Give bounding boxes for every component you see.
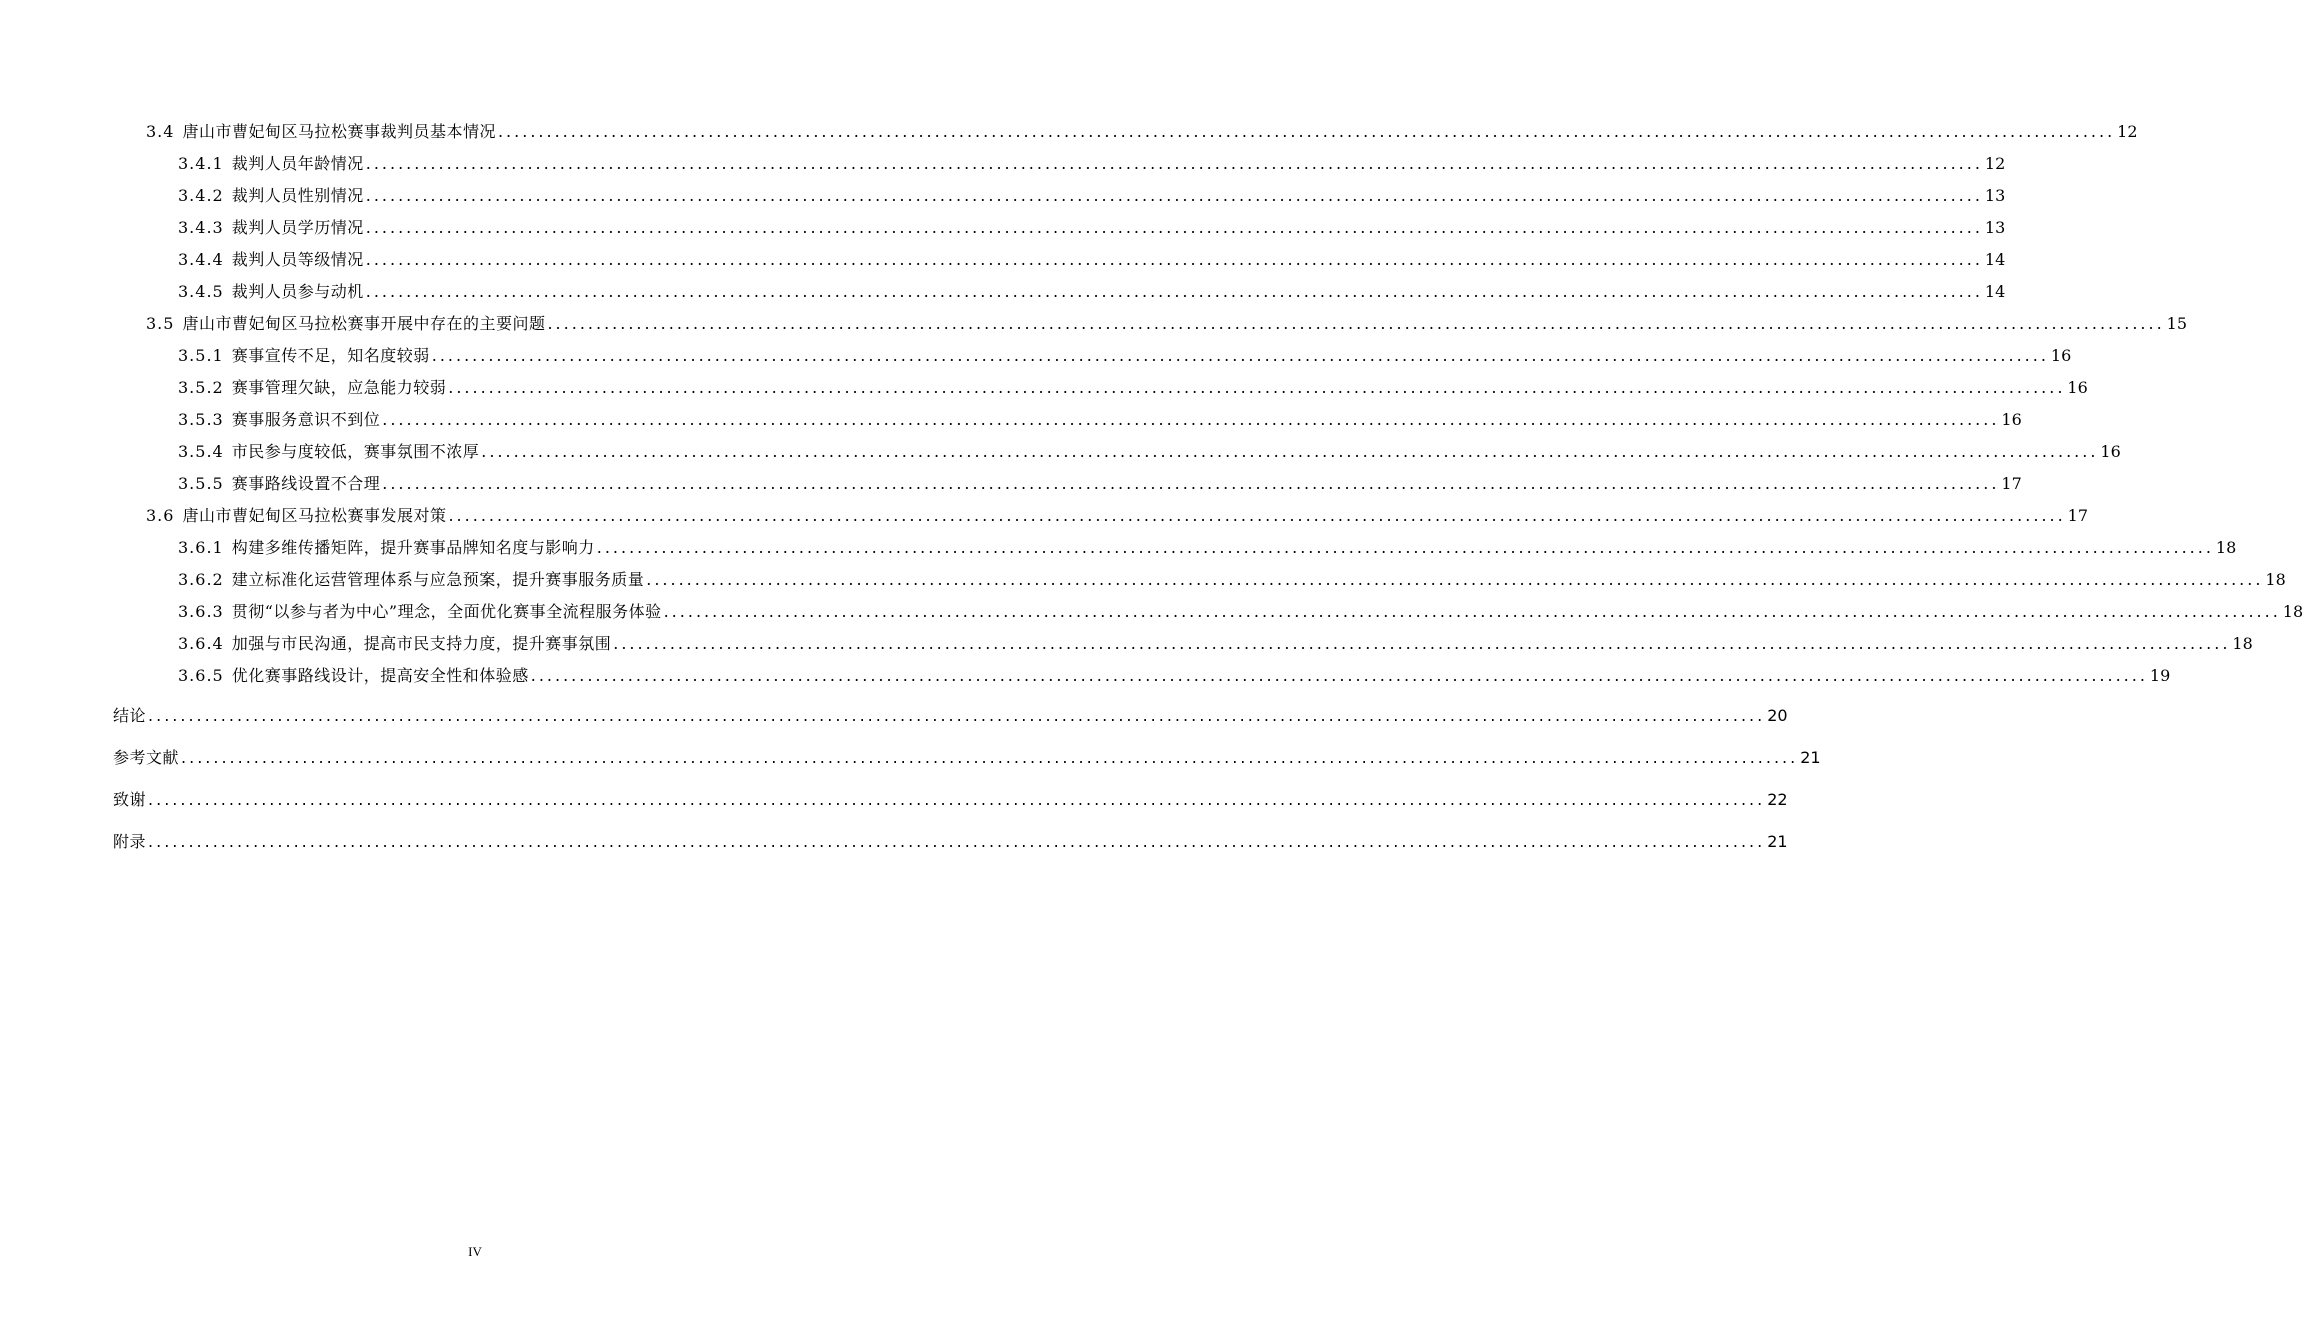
toc-entry-page: 13 (1984, 186, 2006, 205)
toc-leader-dots: ........................................................................................................................................................................................................ (530, 666, 2148, 685)
page-number: IV (468, 1244, 482, 1259)
toc-entry[interactable] (146, 312, 2188, 336)
toc-entry-title: 赛事管理欠缺，应急能力较弱 (231, 378, 447, 397)
toc-entry-number: 3.5.2 (178, 378, 224, 397)
toc-entry-title: 赛事服务意识不到位 (231, 410, 381, 429)
toc-entry-title: 裁判人员参与动机 (231, 282, 364, 301)
toc-entry-number: 3.5.5 (178, 474, 224, 493)
toc-entry-page: 21 (1767, 832, 1788, 851)
toc-entry[interactable] (178, 536, 2237, 560)
toc-entry-title: 唐山市曹妃甸区马拉松赛事发展对策 (182, 506, 447, 525)
toc-entry-number: 3.6.3 (178, 602, 224, 621)
toc-entry-page: 14 (1984, 250, 2006, 269)
toc-entry[interactable] (178, 152, 2006, 176)
toc-entry-title: 裁判人员等级情况 (231, 250, 364, 269)
toc-entry-title: 裁判人员年龄情况 (231, 154, 364, 173)
toc-entry-title: 唐山市曹妃甸区马拉松赛事开展中存在的主要问题 (182, 314, 546, 333)
toc-entry-number: 3.5.1 (178, 346, 224, 365)
toc-entry-number: 3.4.3 (178, 218, 224, 237)
toc-entry-page: 22 (1767, 790, 1788, 809)
toc-leader-dots: ........................................................................................................................................................................................................ (181, 748, 1799, 767)
toc-entry-title: 建立标准化运营管理体系与应急预案，提升赛事服务质量 (231, 570, 645, 589)
toc-leader-dots: ........................................................................................................................................................................................................ (497, 122, 2116, 141)
toc-entry-title: 赛事路线设置不合理 (231, 474, 381, 493)
toc-entry-acknowledgements[interactable] (113, 788, 1788, 812)
toc-entry-title: 结论 (113, 706, 147, 725)
toc-entry-references[interactable] (113, 746, 1821, 770)
toc-leader-dots: ........................................................................................................................................................................................................ (663, 602, 2281, 621)
toc-entry[interactable] (178, 600, 2303, 624)
toc-entry-page: 18 (2232, 634, 2253, 653)
toc-entry-number: 3.5 (146, 314, 175, 333)
toc-entry[interactable] (178, 664, 2171, 688)
toc-entry[interactable] (178, 568, 2286, 592)
toc-entry-page: 18 (2215, 538, 2237, 557)
toc-leader-dots: ........................................................................................................................................................................................................ (547, 314, 2165, 333)
toc-leader-dots: ........................................................................................................................................................................................................ (431, 346, 2049, 365)
toc-entry[interactable] (178, 440, 2121, 464)
toc-entry[interactable] (178, 472, 2022, 496)
toc-leader-dots: ........................................................................................................................................................................................................ (148, 790, 1766, 809)
toc-entry-title: 裁判人员学历情况 (231, 218, 364, 237)
toc-entry-title: 构建多维传播矩阵，提升赛事品牌知名度与影响力 (231, 538, 595, 557)
toc-entry-number: 3.6.5 (178, 666, 224, 685)
toc-entry-page: 17 (2067, 506, 2089, 525)
toc-leader-dots: ........................................................................................................................................................................................................ (365, 218, 1983, 237)
toc-entry-title: 裁判人员性别情况 (231, 186, 364, 205)
toc-entry-title: 加强与市民沟通，提高市民支持力度，提升赛事氛围 (231, 634, 612, 653)
toc-entry-page: 18 (2282, 602, 2303, 621)
toc-entry-title: 贯彻“以参与者为中心”理念，全面优化赛事全流程服务体验 (231, 602, 662, 621)
toc-leader-dots: ........................................................................................................................................................................................................ (365, 282, 1983, 301)
toc-entry[interactable] (178, 632, 2253, 656)
toc-entry-number: 3.6 (146, 506, 175, 525)
toc-entry-number: 3.6.2 (178, 570, 224, 589)
toc-entry[interactable] (178, 280, 2006, 304)
toc-entry[interactable] (178, 248, 2006, 272)
toc-entry-conclusion[interactable] (113, 704, 1788, 728)
toc-entry-title: 附录 (113, 832, 147, 851)
toc-entry-page: 16 (2050, 346, 2072, 365)
toc-entry-number: 3.6.1 (178, 538, 224, 557)
toc-entry-number: 3.4.2 (178, 186, 224, 205)
toc-entry-title: 市民参与度较低，赛事氛围不浓厚 (231, 442, 480, 461)
toc-entry-page: 19 (2149, 666, 2171, 685)
toc-entry-page: 21 (1800, 748, 1821, 767)
toc-entry-title: 参考文献 (113, 748, 180, 767)
toc-entry[interactable] (146, 120, 2138, 144)
toc-entry-number: 3.4 (146, 122, 175, 141)
toc-entry-title: 唐山市曹妃甸区马拉松赛事裁判员基本情况 (182, 122, 496, 141)
toc-entry-page: 18 (2265, 570, 2286, 589)
toc-entry-number: 3.4.4 (178, 250, 224, 269)
toc-leader-dots: ........................................................................................................................................................................................................ (596, 538, 2214, 557)
toc-leader-dots: ........................................................................................................................................................................................................ (382, 410, 2000, 429)
toc-entry-page: 16 (2100, 442, 2121, 461)
toc-entry-number: 3.4.1 (178, 154, 224, 173)
toc-leader-dots: ........................................................................................................................................................................................................ (382, 474, 2000, 493)
toc-entry-page: 12 (2117, 122, 2138, 141)
toc-entry[interactable] (178, 344, 2072, 368)
toc-leader-dots: ........................................................................................................................................................................................................ (448, 378, 2066, 397)
toc-leader-dots: ........................................................................................................................................................................................................ (448, 506, 2066, 525)
toc-leader-dots: ........................................................................................................................................................................................................ (148, 832, 1766, 851)
toc-entry-number: 3.4.5 (178, 282, 224, 301)
toc-entry[interactable] (178, 376, 2088, 400)
toc-entry[interactable] (178, 184, 2006, 208)
toc-entry[interactable] (178, 408, 2022, 432)
toc-entry[interactable] (178, 216, 2006, 240)
toc-entry-number: 3.5.3 (178, 410, 224, 429)
toc-leader-dots: ........................................................................................................................................................................................................ (365, 250, 1983, 269)
toc-entry-page: 20 (1767, 706, 1788, 725)
toc-entry-page: 15 (2166, 314, 2188, 333)
toc-entry-number: 3.5.4 (178, 442, 224, 461)
toc-leader-dots: ........................................................................................................................................................................................................ (365, 186, 1983, 205)
toc-entry-number: 3.6.4 (178, 634, 224, 653)
toc-leader-dots: ........................................................................................................................................................................................................ (646, 570, 2264, 589)
toc-entry-title: 优化赛事路线设计，提高安全性和体验感 (231, 666, 529, 685)
toc-leader-dots: ........................................................................................................................................................................................................ (613, 634, 2231, 653)
toc-entry-title: 致谢 (113, 790, 147, 809)
toc-entry-page: 14 (1984, 282, 2006, 301)
toc-entry-page: 12 (1984, 154, 2006, 173)
toc-entry-page: 13 (1984, 218, 2006, 237)
toc-entry-appendix[interactable] (113, 830, 1788, 854)
toc-leader-dots: ........................................................................................................................................................................................................ (481, 442, 2099, 461)
toc-entry[interactable] (146, 504, 2089, 528)
toc-entry-page: 16 (2001, 410, 2022, 429)
toc-entry-page: 16 (2067, 378, 2088, 397)
toc-leader-dots: ........................................................................................................................................................................................................ (148, 706, 1766, 725)
toc-entry-page: 17 (2001, 474, 2022, 493)
toc-leader-dots: ........................................................................................................................................................................................................ (365, 154, 1983, 173)
toc-entry-title: 赛事宣传不足，知名度较弱 (231, 346, 430, 365)
